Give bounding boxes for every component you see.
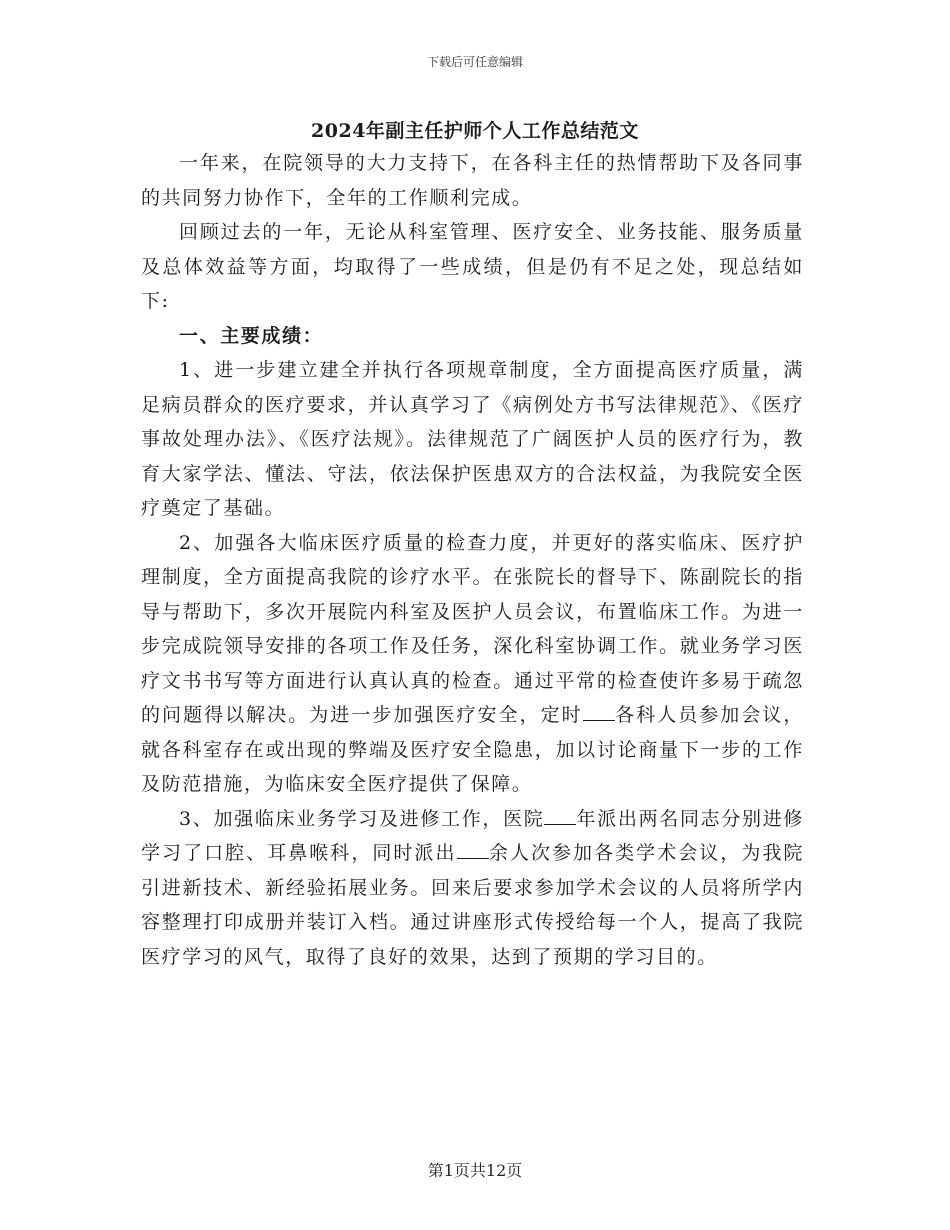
paragraph-intro: 一年来，在院领导的大力支持下，在各科主任的热情帮助下及各同事的共同努力协作下，全年的工作顺利完成。 bbox=[141, 152, 804, 209]
paragraph-item-3-part-c: 余人次参加各类学术会议，为我院引进新技术、新经验拓展业务。回来后要求参加学术会议的人员将所学内容整理打印成册并装订入档。通过讲座形式传授给每一个人，提高了我院医疗学习的风气，取得了良好的效果，达到了预期的学习目的。 bbox=[141, 842, 804, 968]
paragraph-item-3-part-b: 年派出两名同志分别进修学习了口腔、耳鼻喉科，同时派出 bbox=[141, 807, 805, 864]
fill-in-blank bbox=[457, 837, 489, 859]
document-body bbox=[141, 146, 804, 974]
paragraph-item-3 bbox=[141, 802, 804, 975]
document-title: 2024年副主任护师个人工作总结范文 bbox=[311, 120, 639, 142]
fill-in-blank bbox=[544, 803, 576, 825]
paragraph-review: 回顾过去的一年，无论从科室管理、医疗安全、业务技能、服务质量及总体效益等方面，均取得了一些成绩，但是仍有不足之处，现总结如下: bbox=[141, 221, 804, 312]
fill-in-blank bbox=[583, 699, 615, 721]
paragraph-item-1: 1、进一步建立建全并执行各项规章制度，全方面提高医疗质量，满足病员群众的医疗要求，并认真学习了《病例处方书写法律规范》、《医疗事故处理办法》、《医疗法规》。法律规范了广阔医护人员的医疗行为，教育大家学法、懂法、守法，依法保护医患双方的合法权益，为我院安全医疗奠定了基础。 bbox=[141, 359, 804, 519]
section-heading-achievements: 一、主要成绩： bbox=[179, 324, 324, 347]
page-footer: 第1页共12页 bbox=[427, 1161, 523, 1180]
paragraph-item-2-part-a: 2、加强各大临床医疗质量的检查力度，并更好的落实临床、医疗护理制度，全方面提高我院的诊疗水平。在张院长的督导下、陈副院长的指导与帮助下，多次开展院内科室及医护人员会议，布置临床工作。为进一步完成院领导安排的各项工作及任务，深化科室协调工作。就业务学习医疗文书书写等方面进行认真认真的检查。通过平常的检查使许多易于疏忽的问题得以解决。为进一步加强医疗安全，定时 bbox=[141, 531, 804, 726]
paragraph-item-3-part-a: 3、加强临床业务学习及进修工作，医院 bbox=[179, 807, 545, 830]
paragraph-item-2-part-b: 各科人员参加会议，就各科室存在或出现的弊端及医疗安全隐患，加以讨论商量下一步的工作及防范措施，为临床安全医疗提供了保障。 bbox=[141, 704, 804, 795]
header-note: 下载后可任意编辑 bbox=[426, 55, 523, 69]
paragraph-item-2 bbox=[141, 526, 804, 802]
